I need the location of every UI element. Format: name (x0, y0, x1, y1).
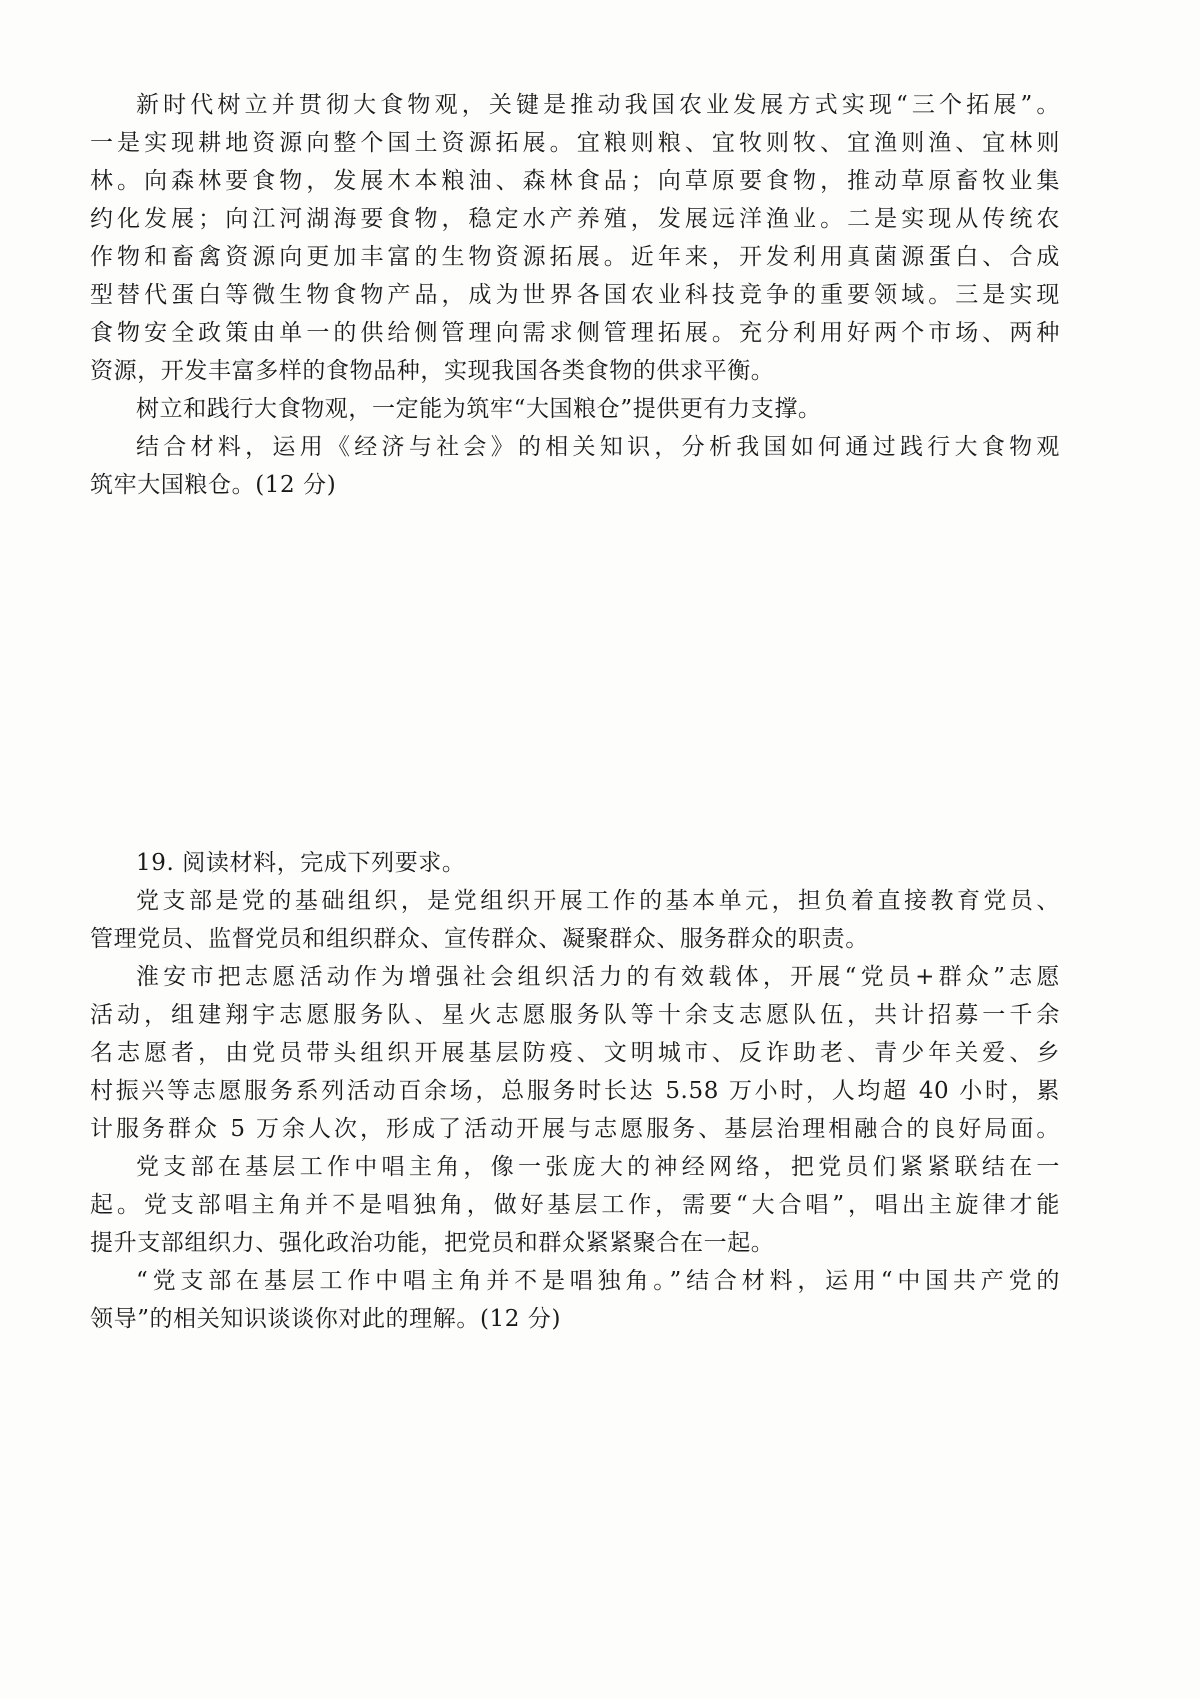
paragraph-line: 资源，开发丰富多样的食物品种，实现我国各类食物的供求平衡。 (90, 358, 775, 384)
question-heading: 19. 阅读材料，完成下列要求。 (136, 850, 466, 876)
paragraph-line: 管理党员、监督党员和组织群众、宣传群众、凝聚群众、服务群众的职责。 (90, 926, 869, 952)
paragraph-line: 作物和畜禽资源向更加丰富的生物资源拓展。近年来，开发利用真菌源蛋白、合成 (90, 244, 1060, 270)
paragraph-line: 树立和践行大食物观，一定能为筑牢“大国粮仓”提供更有力支撑。 (136, 396, 822, 422)
paragraph-line: 起。党支部唱主角并不是唱独角，做好基层工作，需要“大合唱”，唱出主旋律才能 (90, 1192, 1060, 1218)
paragraph-line: 党支部是党的基础组织，是党组织开展工作的基本单元，担负着直接教育党员、 (136, 888, 1060, 914)
question-line: 筑牢大国粮仓。(12 分) (90, 472, 337, 498)
paragraph-line: 一是实现耕地资源向整个国土资源拓展。宜粮则粮、宜牧则牧、宜渔则渔、宜林则 (90, 130, 1060, 156)
paragraph-line: 型替代蛋白等微生物食物产品，成为世界各国农业科技竞争的重要领域。三是实现 (90, 282, 1060, 308)
question-line: 领导”的相关知识谈谈你对此的理解。(12 分) (90, 1306, 562, 1332)
paragraph-line: 淮安市把志愿活动作为增强社会组织活力的有效载体，开展“党员+群众”志愿 (136, 964, 1060, 990)
paragraph-line: 党支部在基层工作中唱主角，像一张庞大的神经网络，把党员们紧紧联结在一 (136, 1154, 1060, 1180)
question-line: “党支部在基层工作中唱主角并不是唱独角。”结合材料，运用“中国共产党的 (136, 1268, 1060, 1294)
paragraph-line: 提升支部组织力、强化政治功能，把党员和群众紧紧聚合在一起。 (90, 1230, 775, 1256)
paragraph-line: 名志愿者，由党员带头组织开展基层防疫、文明城市、反诈助老、青少年关爱、乡 (90, 1040, 1060, 1066)
paragraph-line: 约化发展；向江河湖海要食物，稳定水产养殖，发展远洋渔业。二是实现从传统农 (90, 206, 1060, 232)
paragraph-line: 计服务群众 5 万余人次，形成了活动开展与志愿服务、基层治理相融合的良好局面。 (90, 1116, 1060, 1142)
paragraph-line: 新时代树立并贯彻大食物观，关键是推动我国农业发展方式实现“三个拓展”。 (136, 92, 1060, 118)
paragraph-line: 活动，组建翔宇志愿服务队、星火志愿服务队等十余支志愿队伍，共计招募一千余 (90, 1002, 1060, 1028)
paragraph-line: 食物安全政策由单一的供给侧管理向需求侧管理拓展。充分利用好两个市场、两种 (90, 320, 1060, 346)
paragraph-line: 村振兴等志愿服务系列活动百余场，总服务时长达 5.58 万小时，人均超 40 小时，累 (90, 1078, 1060, 1104)
paragraph-line: 林。向森林要食物，发展木本粮油、森林食品；向草原要食物，推动草原畜牧业集 (90, 168, 1060, 194)
question-line: 结合材料，运用《经济与社会》的相关知识，分析我国如何通过践行大食物观 (136, 434, 1060, 460)
